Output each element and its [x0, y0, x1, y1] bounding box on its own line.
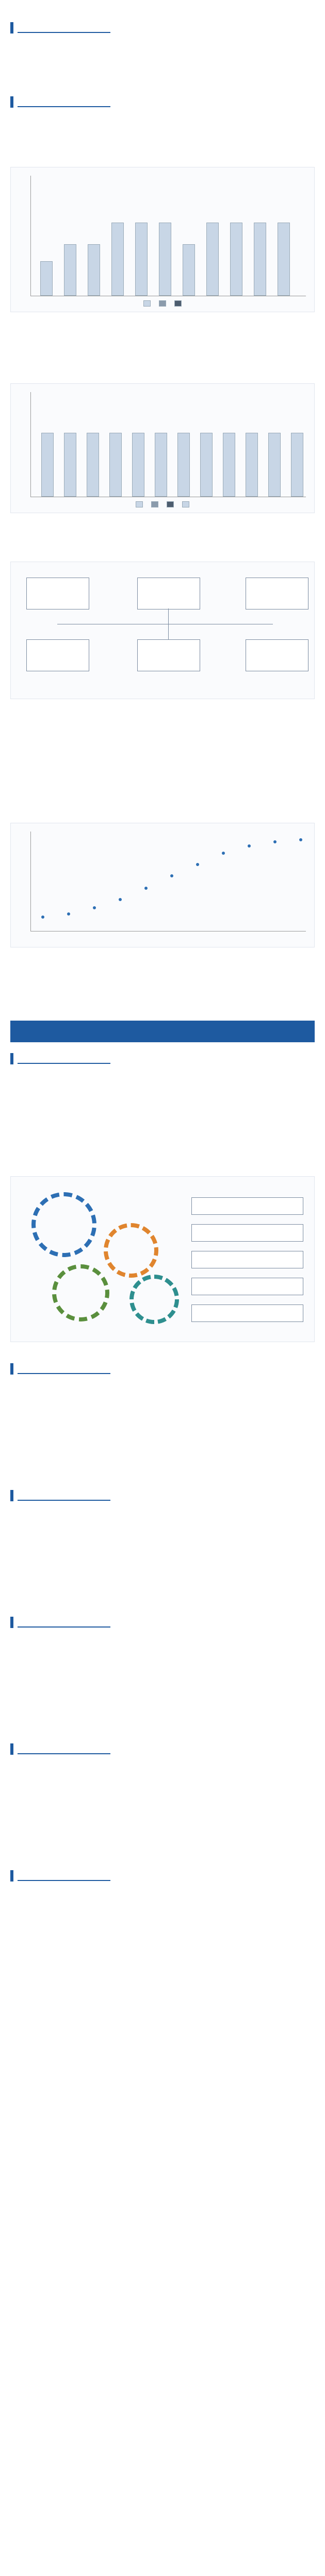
chart-bar — [200, 433, 213, 497]
chart-bar — [246, 433, 258, 497]
chart-bar — [132, 433, 144, 497]
section-title — [10, 1488, 315, 1503]
section-heading — [18, 1490, 110, 1501]
chart-plot-area — [30, 176, 306, 296]
gear-label-box — [191, 1224, 303, 1242]
section-accent — [10, 1617, 13, 1628]
chart-bar — [183, 244, 195, 296]
legend-swatch — [143, 300, 151, 307]
section-title — [10, 21, 315, 35]
diagram-box — [246, 639, 308, 671]
legend-swatch — [167, 501, 174, 507]
legend-swatch — [182, 501, 189, 507]
section-accent — [10, 1053, 13, 1064]
section-heading — [18, 1617, 110, 1628]
figure-caption — [10, 315, 315, 323]
paragraph — [10, 1635, 315, 1680]
figure-bar-chart — [10, 167, 315, 312]
gear-label-box — [191, 1278, 303, 1295]
paragraph — [10, 718, 315, 763]
section-title — [10, 1052, 315, 1066]
chart-bar — [268, 433, 281, 497]
chart-point — [299, 838, 302, 841]
paragraph — [10, 770, 315, 816]
section-heading — [18, 1744, 110, 1754]
chart-bar — [87, 433, 99, 497]
gear-icon — [31, 1192, 96, 1257]
gear-label-box — [191, 1197, 303, 1215]
section-title — [10, 1362, 315, 1376]
section-title — [10, 1615, 315, 1630]
chart-point — [248, 844, 251, 848]
section-accent — [10, 96, 13, 108]
paragraph — [10, 1434, 315, 1479]
paragraph — [10, 1561, 315, 1606]
paragraph — [10, 1124, 315, 1169]
diagram-box — [26, 578, 89, 609]
paragraph — [10, 114, 315, 160]
chart-legend — [42, 300, 283, 308]
section-accent — [10, 1743, 13, 1755]
chart-point — [119, 898, 122, 901]
chart-bar — [135, 223, 148, 296]
chart-bar — [206, 223, 219, 296]
paragraph — [10, 1888, 315, 1934]
section-title — [10, 1869, 315, 1883]
paragraph — [10, 966, 315, 1011]
chart-point — [67, 912, 70, 916]
chart-point — [222, 852, 225, 855]
chart-bar — [159, 223, 171, 296]
paragraph — [10, 1993, 315, 2016]
section-heading — [18, 1054, 110, 1064]
chart-bar — [230, 223, 242, 296]
legend-swatch — [159, 300, 166, 307]
paragraph — [10, 1071, 315, 1116]
gear-icon — [52, 1264, 109, 1321]
figure-bar-chart — [10, 383, 315, 513]
section-heading — [18, 97, 110, 107]
figure-line-chart — [10, 823, 315, 947]
section-title — [10, 1742, 315, 1756]
section-banner — [10, 1021, 315, 1042]
chart-bar — [64, 244, 76, 296]
chart-bar — [254, 223, 266, 296]
section-heading — [18, 23, 110, 33]
diagram-box — [26, 639, 89, 671]
figure-caption — [10, 951, 315, 958]
diagram-box — [246, 578, 308, 609]
figure-caption — [10, 702, 315, 709]
chart-bar — [64, 433, 76, 497]
legend-swatch — [151, 501, 158, 507]
chart-point — [144, 887, 148, 890]
paragraph — [10, 1761, 315, 1807]
chart-point — [170, 874, 173, 877]
chart-bar — [278, 223, 290, 296]
diagram-connector — [168, 608, 169, 639]
chart-legend — [42, 501, 283, 509]
section-heading — [18, 1871, 110, 1881]
chart-bar — [177, 433, 190, 497]
paragraph — [10, 1941, 315, 1986]
figure-gear-diagram — [10, 1176, 315, 1342]
diagram-box — [137, 578, 200, 609]
chart-point — [41, 916, 44, 919]
paragraph — [10, 40, 315, 86]
figure-flow-diagram — [10, 562, 315, 699]
chart-point — [93, 906, 96, 909]
section-accent — [10, 1363, 13, 1375]
gear-icon — [104, 1223, 158, 1278]
section-accent — [10, 22, 13, 33]
chart-bar — [40, 261, 53, 296]
chart-bar — [155, 433, 167, 497]
paragraph — [10, 1508, 315, 1553]
paragraph — [10, 1687, 315, 1733]
chart-bar — [111, 223, 124, 296]
chart-point — [196, 863, 199, 866]
chart-plot-area — [30, 832, 306, 931]
section-title — [10, 95, 315, 109]
chart-bar — [291, 433, 303, 497]
legend-swatch — [174, 300, 182, 307]
figure-caption — [10, 516, 315, 523]
legend-swatch — [136, 501, 143, 507]
diagram-box — [137, 639, 200, 671]
chart-bar — [223, 433, 235, 497]
gear-icon — [129, 1275, 179, 1324]
chart-bar — [109, 433, 122, 497]
section-heading — [18, 1364, 110, 1374]
paragraph — [10, 532, 315, 554]
paragraph — [10, 1381, 315, 1427]
section-accent — [10, 1490, 13, 1501]
chart-bar — [41, 433, 54, 497]
chart-bar — [88, 244, 100, 296]
gear-label-box — [191, 1251, 303, 1268]
chart-point — [273, 840, 277, 843]
paragraph — [10, 331, 315, 376]
section-accent — [10, 1870, 13, 1882]
chart-plot-area — [30, 392, 306, 497]
gear-label-box — [191, 1304, 303, 1322]
paragraph — [10, 1814, 315, 1859]
figure-caption — [10, 1345, 315, 1352]
